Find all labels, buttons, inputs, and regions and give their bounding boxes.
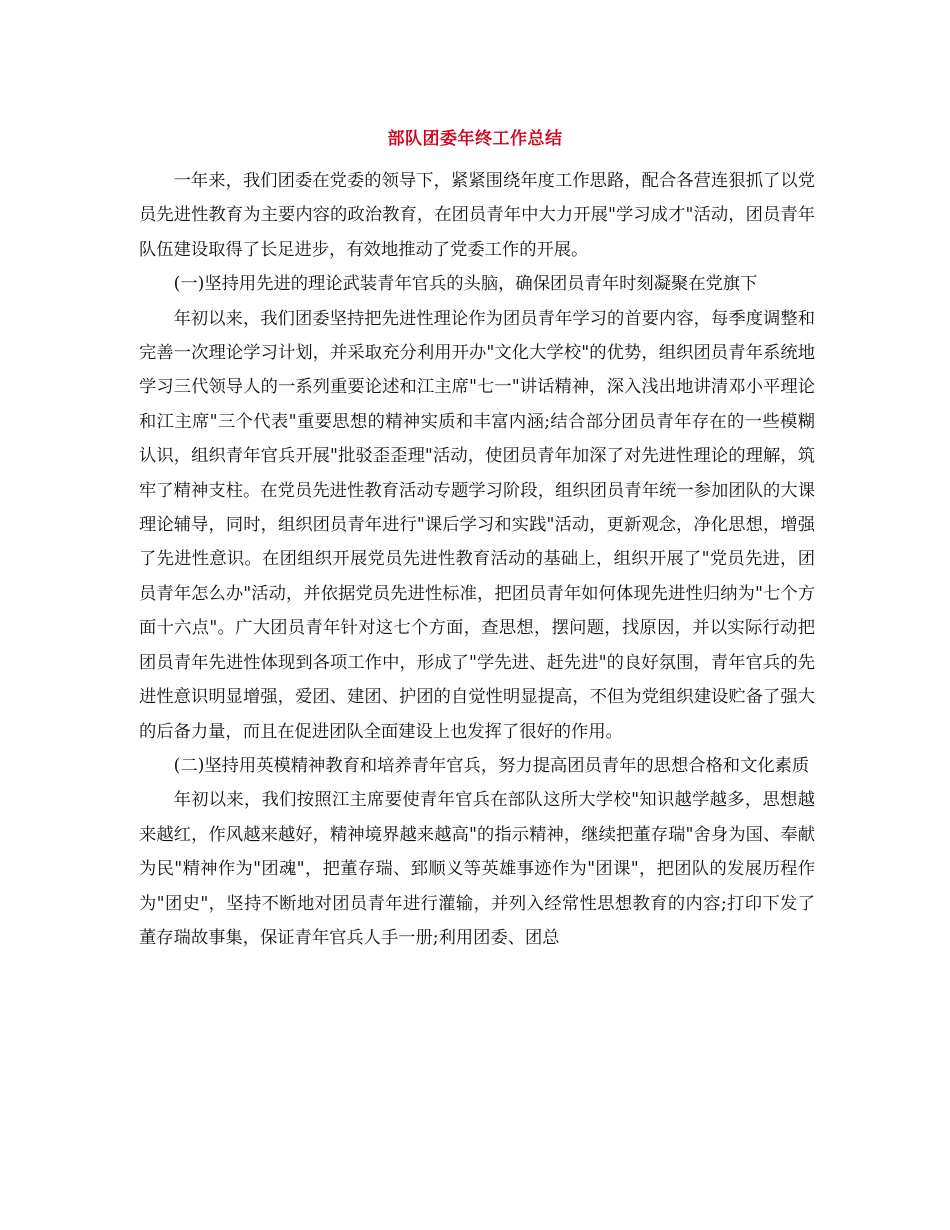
paragraph: 一年来，我们团委在党委的领导下，紧紧围绕年度工作思路，配合各营连狠抓了以党员先进性教育为主要内容的政治教育，在团员青年中大力开展"学习成才"活动，团员青年队伍建设取得了长足进步，有效地推动了党委工作的开展。 bbox=[139, 171, 815, 260]
section-heading: (一)坚持用先进的理论武装青年官兵的头脑，确保团员青年时刻凝聚在党旗下 bbox=[173, 274, 758, 295]
document-body bbox=[139, 164, 815, 955]
paragraph: 年初以来，我们团委坚持把先进性理论作为团员青年学习的首要内容，每季度调整和完善一次理论学习计划，并采取充分利用开办"文化大学校"的优势，组织团员青年系统地学习三代领导人的一系列重要论述和江主席"七一"讲话精神，深入浅出地讲清邓小平理论和江主席"三个代表"重要思想的精神实质和丰富内涵;结合部分团员青年存在的一些模糊认识，组织青年官兵开展"批驳歪歪理"活动，使团员青年加深了对先进性理论的理解，筑牢了精神支柱。在党员先进性教育活动专题学习阶段，组织团员青年统一参加团队的大课理论辅导，同时，组织团员青年进行"课后学习和实践"活动，更新观念，净化思想，增强了先进性意识。在团组织开展党员先进性教育活动的基础上，组织开展了"党员先进，团员青年怎么办"活动，并依据党员先进性标准，把团员青年如何体现先进性归纳为"七个方面十六点"。广大团员青年针对这七个方面，查思想，摆问题，找原因，并以实际行动把团员青年先进性体现到各项工作中，形成了"学先进、赶先进"的良好氛围，青年官兵的先进性意识明显增强，爱团、建团、护团的自觉性明显提高，不但为党组织建设贮备了强大的后备力量，而且在促进团队全面建设上也发挥了很好的作用。 bbox=[139, 308, 815, 742]
section-heading: (二)坚持用英模精神教育和培养青年官兵，努力提高团员青年的思想合格和文化素质 bbox=[173, 755, 810, 776]
paragraph: 年初以来，我们按照江主席要使青年官兵在部队这所大学校"知识越学越多，思想越来越红，作风越来越好，精神境界越来越高"的指示精神，继续把董存瑞"舍身为国、奉献为民"精神作为"团魂"，把董存瑞、郅顺义等英雄事迹作为"团课"，把团队的发展历程作为"团史"，坚持不断地对团员青年进行灌输，并列入经常性思想教育的内容;打印下发了董存瑞故事集，保证青年官兵人手一册;利用团委、团总 bbox=[139, 790, 815, 948]
document-title: 部队团委年终工作总结 bbox=[387, 129, 563, 149]
